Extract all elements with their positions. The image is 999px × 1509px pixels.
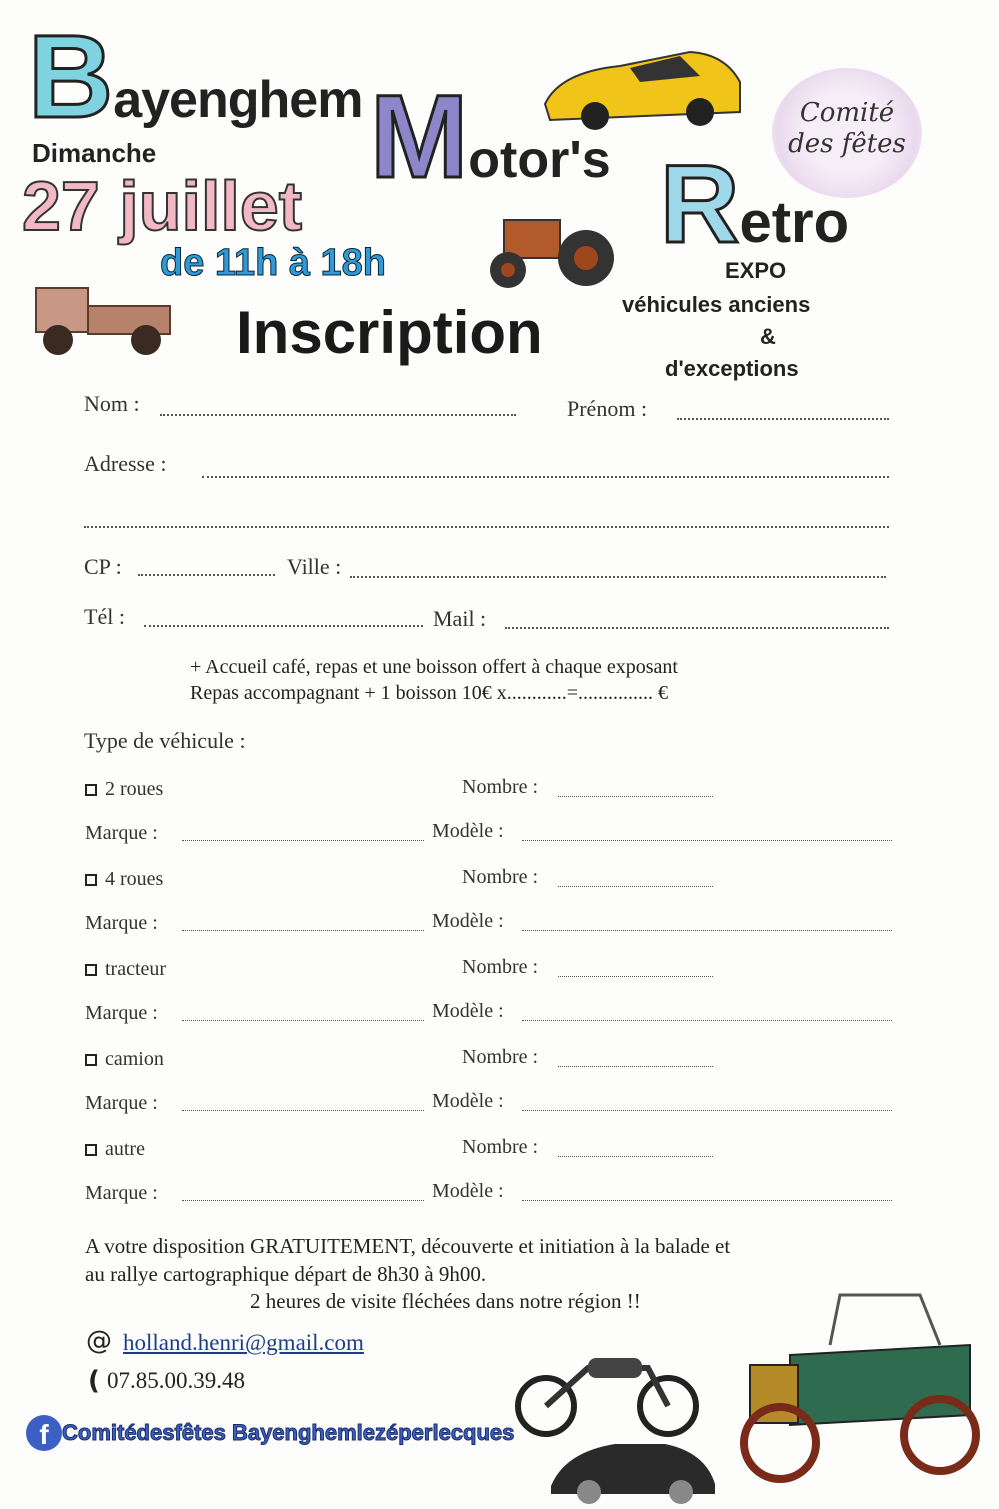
ville-label: Ville : xyxy=(287,554,342,579)
modele-field[interactable] xyxy=(522,1200,892,1201)
checkbox-icon[interactable] xyxy=(85,1144,97,1156)
phone-icon: ( xyxy=(88,1366,100,1396)
nom-label: Nom : xyxy=(84,391,140,416)
vehicle-option-0[interactable] xyxy=(85,778,163,801)
modele-field[interactable] xyxy=(522,1110,892,1111)
nombre-label: Nombre : xyxy=(462,866,539,888)
nombre-label: Nombre : xyxy=(462,1136,539,1158)
note-line2: Repas accompagnant + 1 boisson 10€ x............=............... € xyxy=(190,682,669,704)
marque-label: Marque : xyxy=(85,1182,158,1204)
checkbox-icon[interactable] xyxy=(85,874,97,886)
modele-field[interactable] xyxy=(522,930,892,931)
motorcycle-image xyxy=(508,1338,703,1438)
facebook-page-name[interactable]: Comitédesfêtes Bayenghemlezéperlecques xyxy=(62,1420,515,1445)
mail-field[interactable] xyxy=(505,627,889,629)
modele-label: Modèle : xyxy=(432,1000,504,1022)
marque-field[interactable] xyxy=(182,1110,424,1111)
nombre-field[interactable] xyxy=(558,796,713,797)
expo-line2: d'exceptions xyxy=(665,356,799,381)
modele-field[interactable] xyxy=(522,840,892,841)
prenom-field[interactable] xyxy=(677,418,889,420)
footer-line1: A votre disposition GRATUITEMENT, découverte et initiation à la balade et xyxy=(85,1234,731,1258)
nombre-field[interactable] xyxy=(558,1066,713,1067)
comite-logo-text: Comité des fêtes xyxy=(788,98,906,160)
modele-label: Modèle : xyxy=(432,1090,504,1112)
nombre-field[interactable] xyxy=(558,886,713,887)
comite-logo xyxy=(772,68,922,198)
checkbox-icon[interactable] xyxy=(85,1054,97,1066)
footer-line2: au rallye cartographique départ de 8h30 à 9h00. xyxy=(85,1262,487,1286)
event-day: Dimanche xyxy=(32,138,157,168)
marque-label: Marque : xyxy=(85,912,158,934)
adresse-field[interactable] xyxy=(202,476,889,478)
vehicle-option-label: autre xyxy=(105,1138,145,1160)
tel-label: Tél : xyxy=(84,604,125,629)
modele-label: Modèle : xyxy=(432,910,504,932)
nom-field[interactable] xyxy=(160,414,516,416)
title-letter-r: R xyxy=(660,143,740,266)
marque-label: Marque : xyxy=(85,1002,158,1024)
title-word-etro: etro xyxy=(739,190,850,255)
contact-email-link[interactable]: holland.henri@gmail.com xyxy=(123,1330,364,1355)
cp-field[interactable] xyxy=(138,574,275,576)
vehicle-type-title: Type de véhicule : xyxy=(84,728,246,753)
mail-label: Mail : xyxy=(433,606,487,631)
event-hours: de 11h à 18h xyxy=(160,242,387,284)
tel-field[interactable] xyxy=(144,625,423,627)
at-icon: @ xyxy=(86,1326,112,1356)
title-letter-b: B xyxy=(28,11,114,143)
cp-label: CP : xyxy=(84,554,122,579)
inscription-heading: Inscription xyxy=(236,299,543,366)
vehicle-option-4[interactable] xyxy=(85,1138,145,1161)
black-car-image xyxy=(545,1428,720,1506)
marque-label: Marque : xyxy=(85,1092,158,1114)
expo-label: EXPO xyxy=(725,258,787,283)
marque-field[interactable] xyxy=(182,840,424,841)
truck-image xyxy=(26,268,178,366)
facebook-icon[interactable]: f xyxy=(26,1415,62,1451)
marque-field[interactable] xyxy=(182,1200,424,1201)
nombre-field[interactable] xyxy=(558,976,713,977)
prenom-label: Prénom : xyxy=(567,396,648,421)
contact-phone: 07.85.00.39.48 xyxy=(107,1368,245,1393)
adresse-label: Adresse : xyxy=(84,451,167,476)
expo-amp: & xyxy=(760,324,776,349)
checkbox-icon[interactable] xyxy=(85,784,97,796)
title-word-bayenghem: ayenghem xyxy=(113,71,363,129)
marque-field[interactable] xyxy=(182,930,424,931)
checkbox-icon[interactable] xyxy=(85,964,97,976)
modele-label: Modèle : xyxy=(432,820,504,842)
marque-label: Marque : xyxy=(85,822,158,844)
note-line1: + Accueil café, repas et une boisson offert à chaque exposant xyxy=(190,656,678,678)
nombre-field[interactable] xyxy=(558,1156,713,1157)
vehicle-option-label: 4 roues xyxy=(105,868,164,890)
nombre-label: Nombre : xyxy=(462,776,539,798)
vehicle-option-label: tracteur xyxy=(105,958,167,980)
title-letter-m: M xyxy=(370,71,469,203)
footer-line3: 2 heures de visite fléchées dans notre région !! xyxy=(250,1289,641,1313)
event-date: 27 juillet xyxy=(22,167,303,245)
modele-label: Modèle : xyxy=(432,1180,504,1202)
adresse-field-line2[interactable] xyxy=(84,526,889,528)
ville-field[interactable] xyxy=(350,576,886,578)
marque-field[interactable] xyxy=(182,1020,424,1021)
nombre-label: Nombre : xyxy=(462,1046,539,1068)
vehicle-option-3[interactable] xyxy=(85,1048,164,1071)
title-bayenghem xyxy=(28,11,363,143)
title-word-otors: otor's xyxy=(468,131,611,189)
nombre-label: Nombre : xyxy=(462,956,539,978)
vintage-green-car-image xyxy=(720,1285,982,1485)
vehicle-option-label: 2 roues xyxy=(105,778,164,800)
yellow-sports-car-image xyxy=(540,42,745,134)
vehicle-option-label: camion xyxy=(105,1048,164,1070)
expo-line1: véhicules anciens xyxy=(622,292,811,317)
vehicle-option-1[interactable] xyxy=(85,868,163,891)
modele-field[interactable] xyxy=(522,1020,892,1021)
tractor-image xyxy=(482,198,620,294)
vehicle-option-2[interactable] xyxy=(85,958,166,981)
